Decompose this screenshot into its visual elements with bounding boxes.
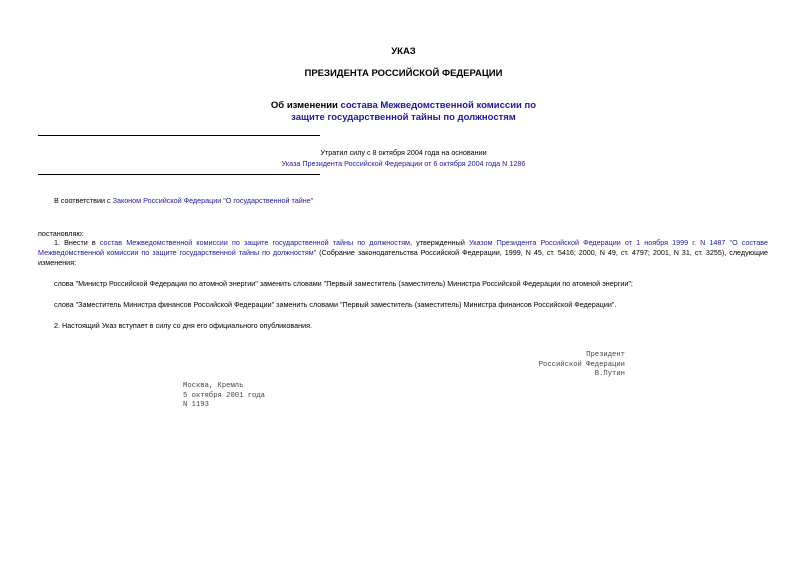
place: Москва, Кремль [183,382,244,390]
item-1-lead: 1. Внести в [54,238,100,247]
preamble-text: В соответствии с [54,196,113,205]
item-1-mid: , утвержденный [409,238,469,247]
commission-composition-link[interactable]: состав Межведомственной комиссии по защите государственной тайны по должностям [99,238,410,247]
resolve-word: постановляю: [38,229,84,238]
signature-title: Президент [586,351,625,359]
signature-country: Российской Федерации [538,360,625,369]
change-2: слова "Заместитель Министра финансов Российской Федерации" заменить словами "Первый заместитель (заместитель) Министра финансов Российской Федерации". [54,300,617,309]
law-link[interactable]: Законом Российской Федерации "О государственной тайне" [112,196,314,205]
item-1 [38,238,768,268]
validity-text: Утратил силу с 8 октября 2004 года на основании [320,148,487,157]
place-date-block [183,382,265,411]
change-1: слова "Министр Российской Федерации по атомной энергии" заменить словами "Первый заместитель (заместитель) Министра Российской Федерации по атомной энергии"; [54,279,633,288]
title-link-line1[interactable]: состава Межведомственной комиссии по [340,100,537,111]
item-2: 2. Настоящий Указ вступает в силу со дня его официального опубликования. [54,321,313,330]
doc-type-heading: УКАЗ [391,46,416,57]
date: 5 октября 2001 года [183,391,265,400]
title-link-line2[interactable]: защите государственной тайны по должностям [291,112,516,123]
issuer-heading: ПРЕЗИДЕНТА РОССИЙСКОЙ ФЕДЕРАЦИИ [304,68,503,79]
top-divider [38,135,320,136]
preamble [54,196,754,206]
validity-link[interactable]: Указа Президента Российской Федерации от 6 октября 2004 года N 1286 [281,159,526,168]
signature-block [480,351,625,380]
decree-1487-link[interactable]: Указом Президента Российской Федерации от 1 ноября 1999 г. N 1487 "О составе Межведомственной комиссии по защите государственной тайны по должностям" [38,238,768,257]
item-1-tail: (Собрание законодательства Российской Федерации, 1999, N 45, ст. 5416; 2000, N 49, ст. 4797; 2001, N 31, ст. 3255), следующие изменения: [38,248,768,267]
decree-number: N 1193 [183,401,209,409]
validity-note [250,147,557,169]
document-title [220,100,587,124]
title-prefix: Об изменении [270,100,341,111]
bottom-divider [38,174,320,175]
signature-name: В.Путин [594,370,625,378]
